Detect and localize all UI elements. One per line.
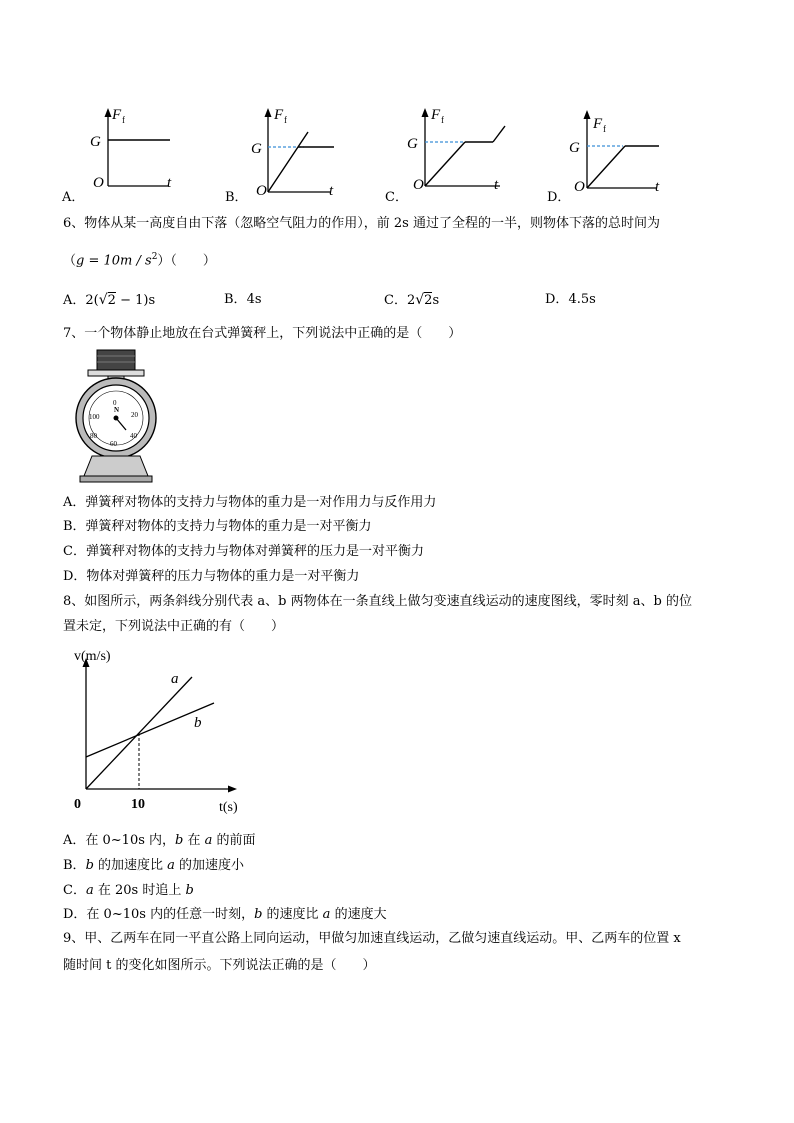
q9-stem-line1: 9、甲、乙两车在同一平直公路上同向运动，甲做匀加速直线运动，乙做匀速直线运动。甲、乙两车的位置 x	[63, 931, 681, 946]
svg-text:f: f	[122, 115, 125, 125]
svg-text:100: 100	[89, 413, 100, 421]
q7-option-c: C．弹簧秤对物体的支持力与物体对弹簧秤的压力是一对平衡力	[63, 544, 424, 559]
svg-text:O: O	[256, 183, 267, 199]
y-axis-label: v(m/s)	[74, 649, 111, 664]
x-axis-label: t	[167, 175, 172, 191]
q6-option-c: C．2√2s	[384, 292, 440, 308]
svg-text:O: O	[413, 177, 424, 193]
line-a-label: a	[171, 671, 179, 687]
q5-option-a-label: A．	[62, 190, 85, 205]
q8-option-a: A．在 0~10s 内，b 在 a 的前面	[63, 833, 256, 848]
line-b-label: b	[194, 715, 202, 731]
svg-text:t: t	[655, 179, 660, 195]
origin-label: 0	[74, 797, 81, 812]
svg-text:G: G	[251, 141, 262, 157]
svg-text:f: f	[603, 124, 606, 134]
svg-text:20: 20	[131, 411, 138, 419]
q8-option-d: D．在 0~10s 内的任意一时刻，b 的速度比 a 的速度大	[63, 907, 387, 922]
q8-stem-line2: 置未定，下列说法中正确的有（ ）	[63, 619, 285, 634]
q7-option-a: A．弹簧秤对物体的支持力与物体的重力是一对作用力与反作用力	[63, 495, 437, 510]
q7-option-d: D．物体对弹簧秤的压力与物体的重力是一对平衡力	[63, 569, 360, 584]
q6-stem-line1: 6、物体从某一高度自由下落（忽略空气阻力的作用），前 2s 通过了全程的一半，则物体下落的总时间为	[63, 216, 660, 231]
svg-text:G: G	[569, 140, 580, 156]
origin-label: O	[93, 175, 104, 191]
svg-text:40: 40	[130, 432, 137, 440]
svg-text:80: 80	[90, 432, 97, 440]
svg-text:t: t	[494, 177, 499, 193]
svg-text:F: F	[593, 116, 603, 132]
q5-option-b-label: B．	[225, 190, 248, 205]
q8-option-b: B．b 的加速度比 a 的加速度小	[63, 858, 245, 873]
svg-text:f: f	[284, 115, 287, 125]
q5-graph-a	[88, 100, 238, 200]
sqrt-symbol: √	[415, 292, 425, 308]
q8-stem-line1: 8、如图所示，两条斜线分别代表 a、b 两物体在一条直线上做匀变速直线运动的速度图线，零时刻 a、b 的位	[63, 594, 692, 609]
q5-graphs	[60, 100, 740, 205]
svg-text:F: F	[274, 107, 284, 123]
q8-option-c: C．a 在 20s 时追上 b	[63, 883, 194, 898]
q7-option-b: B．弹簧秤对物体的支持力与物体的重力是一对平衡力	[63, 519, 372, 534]
y-axis-label: F	[112, 107, 122, 123]
q7-stem: 7、一个物体静止地放在台式弹簧秤上，下列说法中正确的是（ ）	[63, 326, 462, 341]
q6-stem-line2: $(g = 10m / s^2)$（ ）	[63, 252, 216, 269]
q8-velocity-graph	[70, 645, 260, 820]
svg-text:F: F	[431, 107, 441, 123]
q5-graph-d	[565, 100, 725, 200]
q5-graph-b	[248, 100, 398, 200]
sqrt-symbol: √	[98, 292, 108, 308]
q5-graph-c	[405, 100, 565, 200]
svg-text:G: G	[407, 136, 418, 152]
g-expression: g = 10m / s	[76, 253, 152, 269]
svg-text:0: 0	[113, 399, 117, 407]
svg-text:60: 60	[110, 440, 117, 448]
svg-text:O: O	[574, 179, 585, 195]
q5-option-c-label: C．	[385, 190, 408, 205]
q6-option-a: A．2(√2 − 1)s	[63, 292, 156, 308]
q9-stem-line2: 随时间 t 的变化如图所示。下列说法正确的是（ ）	[63, 958, 376, 973]
q5-option-d-label: D．	[547, 190, 571, 205]
unit-label: N	[114, 406, 120, 414]
q6-option-d: D．4.5s	[545, 292, 596, 307]
spring-scale-illustration	[70, 348, 162, 484]
svg-text:f: f	[441, 115, 444, 125]
svg-text:t: t	[329, 183, 334, 199]
x-axis-label: t(s)	[219, 800, 238, 815]
g-label: G	[90, 134, 101, 150]
q6-option-b: B．4s	[224, 292, 262, 307]
tick-label: 10	[131, 797, 145, 812]
